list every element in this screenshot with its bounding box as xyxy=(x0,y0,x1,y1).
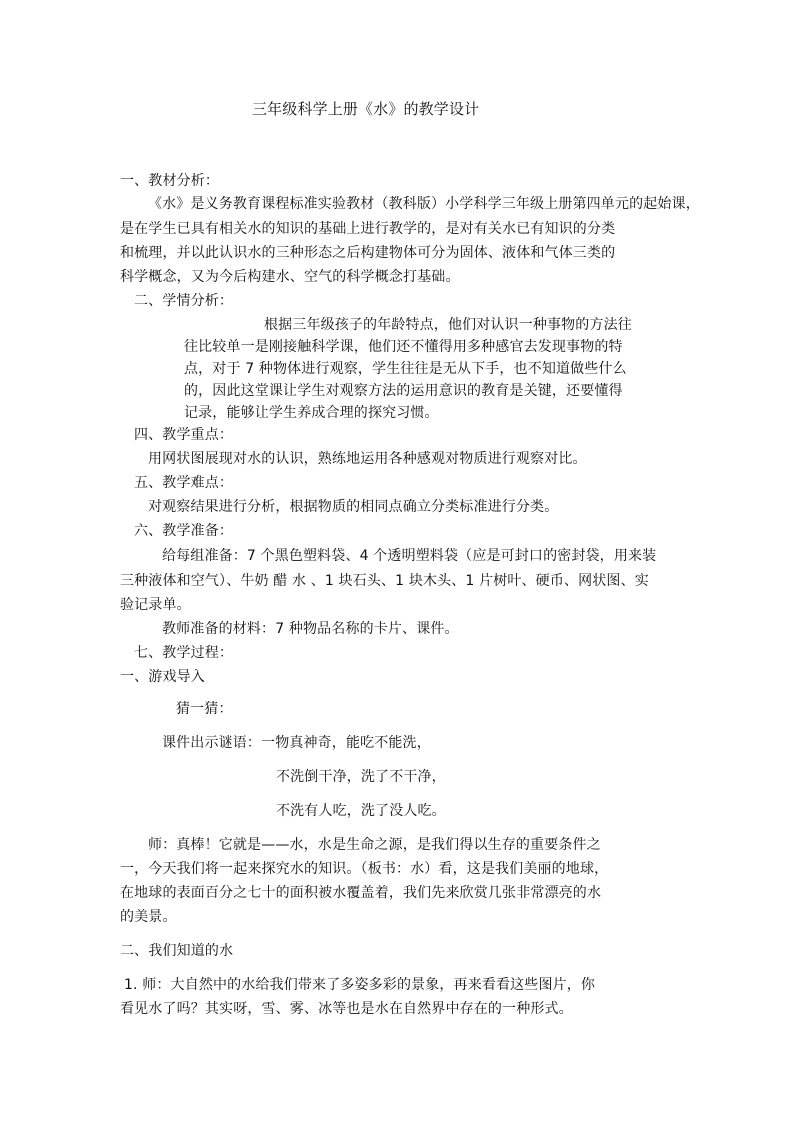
paragraph-line: 验记录单。 xyxy=(120,597,191,613)
section-heading-difficulties: 五、教学难点： xyxy=(134,475,234,491)
section-heading-key-points: 四、教学重点： xyxy=(134,427,234,443)
section-heading-process: 七、教学过程： xyxy=(134,645,234,661)
paragraph-line: 用网状图展现对水的认识，熟练地运用各种感观对物质进行观察对比。 xyxy=(148,451,587,467)
riddle-line: 课件出示谜语：一物真神奇，能吃不能洗， xyxy=(162,735,431,751)
paragraph-line: 《水》是义务教育课程标准实验教材（教科版）小学科学三年级上册第四单元的起始课， xyxy=(148,196,700,212)
paragraph-line: 的，因此这堂课让学生对观察方法的运用意识的教育是关键，还要懂得 xyxy=(184,383,623,399)
paragraph-line: 根据三年级孩子的年龄特点，他们对认识一种事物的方法往 xyxy=(264,317,632,333)
paragraph-line: 和梳理，并以此认识水的三种形态之后构建物体可分为固体、液体和气体三类的 xyxy=(120,245,616,261)
riddle-line: 不洗倒干净，洗了不干净， xyxy=(276,769,446,785)
paragraph-line: 1. 师：大自然中的水给我们带来了多姿多彩的景象，再来看看这些图片，你 xyxy=(124,977,596,993)
subsection-heading-known-water: 二、我们知道的水 xyxy=(120,943,234,959)
paragraph-line: 记录，能够让学生养成合理的探究习惯。 xyxy=(184,405,439,421)
section-heading-materials: 一、教材分析： xyxy=(120,173,220,189)
paragraph-line: 对观察结果进行分析，根据物质的相同点确立分类标准进行分类。 xyxy=(148,499,559,515)
paragraph-line: 点，对于 7 种物体进行观察，学生往往是无从下手，也不知道做些什么 xyxy=(184,361,627,377)
paragraph-line: 的美景。 xyxy=(120,909,177,925)
subsection-heading-game: 一、游戏导入 xyxy=(120,669,205,685)
section-heading-students: 二、学情分析： xyxy=(134,293,234,309)
paragraph-line: 教师准备的材料：7 种物品名称的卡片、课件。 xyxy=(162,621,459,637)
paragraph-line: 师：真棒！它就是——水，水是生命之源，是我们得以生存的重要条件之 xyxy=(148,837,601,853)
paragraph-line: 是在学生已具有相关水的知识的基础上进行教学的，是对有关水已有知识的分类 xyxy=(120,221,616,237)
section-heading-preparation: 六、教学准备： xyxy=(134,523,234,539)
paragraph-line: 一，今天我们将一起来探究水的知识。（板书：水）看，这是我们美丽的地球， xyxy=(120,861,609,877)
paragraph-line: 科学概念，又为今后构建水、空气的科学概念打基础。 xyxy=(120,269,460,285)
guess-label: 猜一猜： xyxy=(176,701,233,717)
paragraph-line: 在地球的表面百分之七十的面积被水覆盖着，我们先来欣赏几张非常漂亮的水 xyxy=(120,885,602,901)
paragraph-line: 三种液体和空气）、牛奶 醋 水 、1 块石头、1 块木头、1 片树叶、硬币、网状图、实 xyxy=(120,573,649,589)
paragraph-line: 往比较单一是刚接触科学课，他们还不懂得用多种感官去发现事物的特 xyxy=(184,339,623,355)
document-title: 三年级科学上册《水》的教学设计 xyxy=(252,100,480,118)
paragraph-line: 看见水了吗？其实呀，雪、雾、冰等也是水在自然界中存在的一种形式。 xyxy=(120,1001,573,1017)
riddle-line: 不洗有人吃，洗了没人吃。 xyxy=(276,803,446,819)
paragraph-line: 给每组准备：7 个黑色塑料袋、4 个透明塑料袋（应是可封口的密封袋，用来装 xyxy=(162,548,657,564)
